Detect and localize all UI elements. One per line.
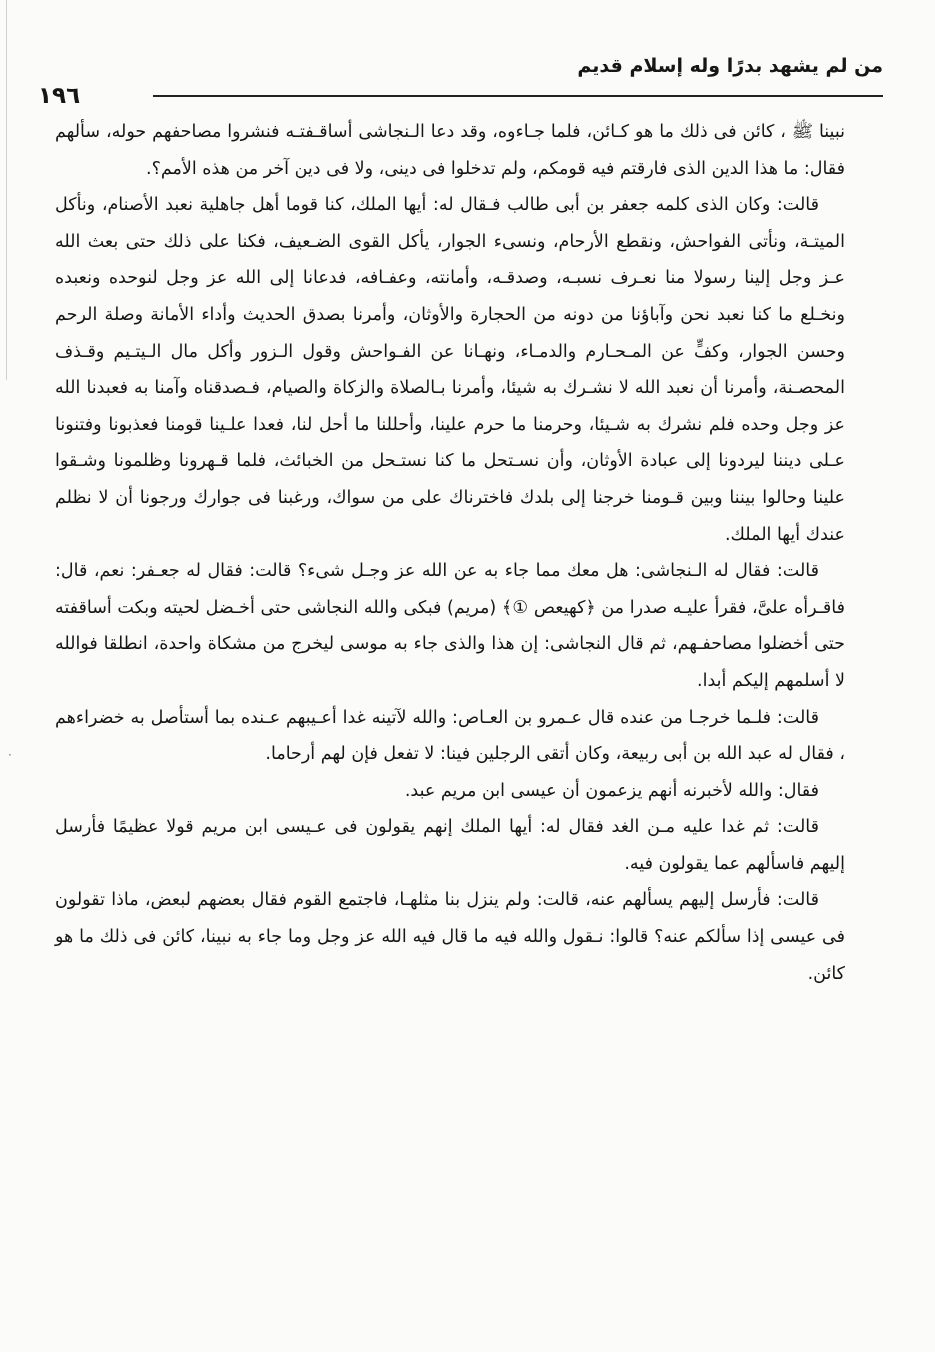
page-header <box>38 55 883 109</box>
header-rule <box>153 95 883 97</box>
paragraph: قالت: فلـما خرجـا من عنده قال عـمرو بن العـاص: والله لآتينه غدا أعـيبهم عـنده بما أستأصل به خضراءهم ، فقال له عبد الله بن أبى ربيعة، وكان أتقى الرجلين فينا: لا تفعل فإن لهم أرحاما. <box>55 707 845 765</box>
page-number: ١٩٦ <box>38 83 81 109</box>
scan-speck: · <box>8 748 12 762</box>
paragraph: قالت: فقال له الـنجاشى: هل معك مما جاء به عن الله عز وجـل شىء؟ قالت: فقال له جعـفر: نعم، قال: فاقـرأه علىَّ، فقرأ عليـه صدرا من ﴿كهيعص ①﴾ (مريم) فبكى والله النجاشى حتى أخـضل لحيته وبكت أساقفته حتى أخضلوا مصاحفـهم، ثم قال النجاشى: إن هذا والذى جاء به موسى ليخرج من مشكاة واحدة، انطلقا فوالله لا أسلمهم إليكم أبدا. <box>55 561 845 691</box>
running-title: من لم يشهد بدرًا وله إسلام قديم <box>577 55 883 77</box>
paragraph: قالت: فأرسل إليهم يسألهم عنه، قالت: ولم ينزل بنا مثلهـا، فاجتمع القوم فقال بعضهم لبعض، ماذا تقولون فى عيسى إذا سألكم عنه؟ قالوا: نـقول والله فيه ما قال فيه الله عز وجل وما جاء به نبينا، كائن فى ذلك ما هو كائن. <box>55 890 845 984</box>
paragraph: فقال: والله لأخبرنه أنهم يزعمون أن عيسى ابن مريم عبد. <box>404 780 819 801</box>
scan-edge-line <box>6 0 7 380</box>
paragraph: نبينا ﷺ ، كائن فى ذلك ما هو كـائن، فلما جـاءوه، وقد دعا الـنجاشى أساقـفتـه فنشروا مصاحفهم حوله، سألهم فقال: ما هذا الدين الذى فارقتم فيه قومكم، ولم تدخلوا فى دينى، ولا فى دين آخر من هذه الأمم؟. <box>55 122 845 179</box>
paragraph: قالت: وكان الذى كلمه جعفر بن أبى طالب فـقال له: أيها الملك، كنا قوما أهل جاهلية نعبد الأصنام، ونأكل الميتـة، ونأتى الفواحش، ونقطع الأرحام، ونسىء الجوار، يأكل القوى الضـعيف، فكنا على ذلك حتى بعث الله عـز وجل إلينا رسولا منا نعـرف نسبـه، وصدقـه، وأمانته، وعفـافه، فدعانا إلى الله عز وجل لنوحده ونعبده ونخـلع ما كنا نعبد نحن وآباؤنا من دونه من الحجارة والأوثان، وأمرنا بصدق الحديث وأداء الأمانة وصلة الرحم وحسن الجوار، وكفٍّ عن المـحـارم والدمـاء، ونهـانا عن الفـواحش وقول الـزور وأكل مال الـيتـيم وقـذف المحصـنة، وأمرنا أن نعبد الله لا نشـرك به شيئا، وأمرنا بـالصلاة والزكاة والصيام، فـصدقناه وآمنا به فعبدنا الله عز وجل وحده فلم نشرك به شـيئا، وحرمنا ما حرم علينا، وأحللنا ما أحل لنا، فعدا علـينا قومنا فعذبونا وفتنونا عـلى ديننا ليردونا إلى عبادة الأوثان، وأن نسـتحل ما كنا نستـحل من الخبائث، فلما قـهرونا وظلمونا وشـقوا علينا وحالوا بيننا وبين قـومنا خرجنا إلى بلدك فاخترناك على من سواك، ورغبنا فى جوارك ورجونا أن لا نظلم عندك أيها الملك. <box>55 195 845 545</box>
body-text <box>55 114 845 992</box>
paragraph: قالت: ثم غدا عليه مـن الغد فقال له: أيها الملك إنهم يقولون فى عـيسى ابن مريم قولا عظيمًا فأرسل إليهم فاسألهم عما يقولون فيه. <box>55 817 845 874</box>
